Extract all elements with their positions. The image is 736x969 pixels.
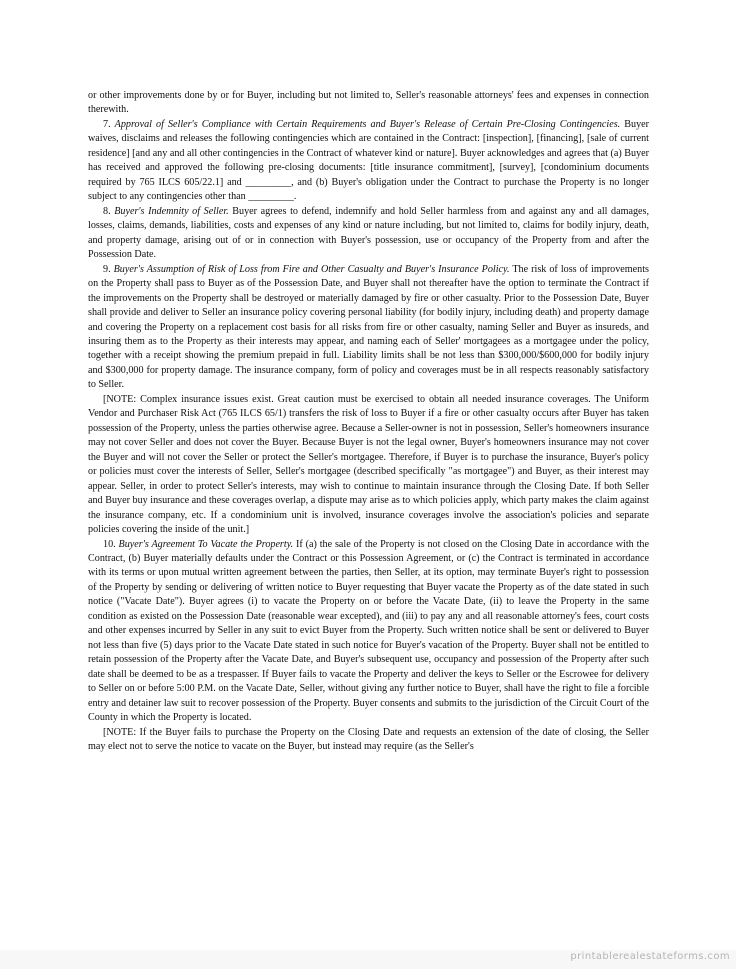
paragraph-section-9 bbox=[88, 263, 649, 393]
section-heading: Approval of Seller's Compliance with Certain Requirements and Buyer's Release of Certain Pre-Closing Contingencies. bbox=[114, 118, 621, 130]
paragraph-text: Buyer agrees to defend, indemnify and hold Seller harmless from and against any and all damages, losses, claims, demands, liabilities, costs and expenses of any kind or nature including, but not limited to, claims for bodily injury, death, and property damage, arising out of or in connection with Buyer's possession, use or occupancy of the Property from and after the Possession Date. bbox=[88, 205, 650, 261]
section-number: 8. bbox=[103, 205, 115, 217]
section-heading: Buyer's Assumption of Risk of Loss from Fire and Other Casualty and Buyer's Insurance Policy. bbox=[113, 263, 510, 275]
paragraph-closing-note bbox=[88, 726, 649, 755]
paragraph-section-7 bbox=[88, 118, 649, 205]
paragraph-text: The risk of loss of improvements on the Property shall pass to Buyer as of the Possession Date, and Buyer shall not thereafter have the option to terminate the Contract if the improvements on the Property shall be destroyed or materially damaged by fire or other casualty. Prior to the Possession Date, Buyer shall provide and deliver to Seller an insurance policy covering personal liability (for bodily injury, including death) and property damage and covering the Property on a replacement cost basis for all risks from fire or other casualty, naming Seller and Buyer as insureds, and insuring them as to the Property as their interests may appear, and naming each of Seller' mortgagees as a mortgagee under the policy, together with a receipt showing the premium prepaid in full. Liability limits shall be not less than $300,000/$600,000 for bodily injury and $300,000 for property damage. The insurance company, form of policy and coverages must be in all respects reasonably satisfactory to Seller. bbox=[88, 263, 649, 391]
paragraph-continuation bbox=[88, 89, 649, 118]
paragraph-insurance-note bbox=[88, 393, 649, 538]
paragraph-text: [NOTE: If the Buyer fails to purchase the Property on the Closing Date and requests an extension of the date of closing, the Seller may elect not to serve the notice to vacate on the Buyer, but instead may require (as the Seller's bbox=[88, 726, 649, 753]
paragraph-section-8 bbox=[88, 205, 649, 263]
paragraph-text: Buyer waives, disclaims and releases the following contingencies which are contained in the Contract: [inspection], [financing], [sale of current residence] [and any and all other contingencies in the Contract of whatever kind or nature]. Buyer acknowledges and agrees that (a) Buyer has received and approved the following pre-closing documents: [title insurance commitment], [survey], [condominium documents required by 765 ILCS 605/22.1] and _________, and (b) Buyer's obligation under the Contract to purchase the Property is no longer subject to any contingencies other than _________. bbox=[88, 118, 650, 203]
document-body bbox=[88, 89, 649, 755]
site-watermark: printablerealestateforms.com bbox=[570, 951, 730, 962]
section-number: 10. bbox=[103, 538, 119, 550]
section-heading: Buyer's Agreement To Vacate the Property. bbox=[118, 538, 294, 550]
section-number: 7. bbox=[103, 118, 115, 130]
paragraph-section-10 bbox=[88, 538, 649, 726]
paragraph-text: [NOTE: Complex insurance issues exist. Great caution must be exercised to obtain all needed insurance coverages. The Uniform Vendor and Purchaser Risk Act (765 ILCS 65/1) transfers the risk of loss to Buyer if a fire or other casualty occurs after Buyer has taken possession of the Property, unless the parties otherwise agree. Because a Seller-owner is not in possession, Seller's homeowners insurance may not cover Seller and does not cover the Buyer. Because Buyer is not the legal owner, Buyer's homeowners insurance may not cover the Buyer and will not cover the Seller or protect the Seller's mortgagee. Therefore, if Buyer is to purchase the insurance, Buyer's policy or policies must cover the interests of Seller, Seller's mortgagee (described specifically "as mortgagee") and Buyer, as their interest may appear. Seller, in order to protect Seller's interests, may wish to continue to maintain insurance through the Closing Date. If both Seller and Buyer buy insurance and these coverages overlap, a dispute may arise as to which policies apply, which party makes the claim against the insurance company, etc. If a condominium unit is involved, insurance coverages involve the association's policies and separate policies covering the inside of the unit.] bbox=[88, 393, 649, 536]
paragraph-text: or other improvements done by or for Buyer, including but not limited to, Seller's reasonable attorneys' fees and expenses in connection therewith. bbox=[88, 90, 649, 116]
paragraph-text: If (a) the sale of the Property is not closed on the Closing Date in accordance with the Contract, (b) Buyer materially defaults under the Contract or this Possession Agreement, or (c) the Contract is terminated in accordance with its terms or upon mutual written agreement between the parties, then Seller, at its option, may terminate Buyer's right to possession of the Property by sending or delivering of written notice to Buyer requesting that Buyer vacate the Property as of the date stated in such notice ("Vacate Date"). Buyer agrees (i) to vacate the Property on or before the Vacate Date, (ii) to leave the Property in the same condition as existed on the Possession Date (reasonable wear excepted), and (iii) to pay any and all reasonable attorney's fees, court costs and other expenses incurred by Seller in any suit to evict Buyer from the Property. Such written notice shall be sent or delivered to Buyer not less than five (5) days prior to the Vacate Date stated in such notice for Buyer's vacation of the Property. Buyer shall not be entitled to retain possession of the Property after the Vacate Date, and Buyer's subsequent use, occupancy and possession of the Property after such date shall be deemed to be as a trespasser. If Buyer fails to vacate the Property and deliver the keys to Seller or the Escrowee for delivery to Seller on or before 5:00 P.M. on the Vacate Date, Seller, without giving any further notice to Buyer, shall have the right to file a forcible entry and detainer law suit to recover possession of the Property. Buyer consents and submits to the jurisdiction of the Circuit Court of the County in which the Property is located. bbox=[88, 538, 649, 724]
section-heading: Buyer's Indemnity of Seller. bbox=[114, 205, 229, 217]
section-number: 9. bbox=[103, 263, 114, 275]
